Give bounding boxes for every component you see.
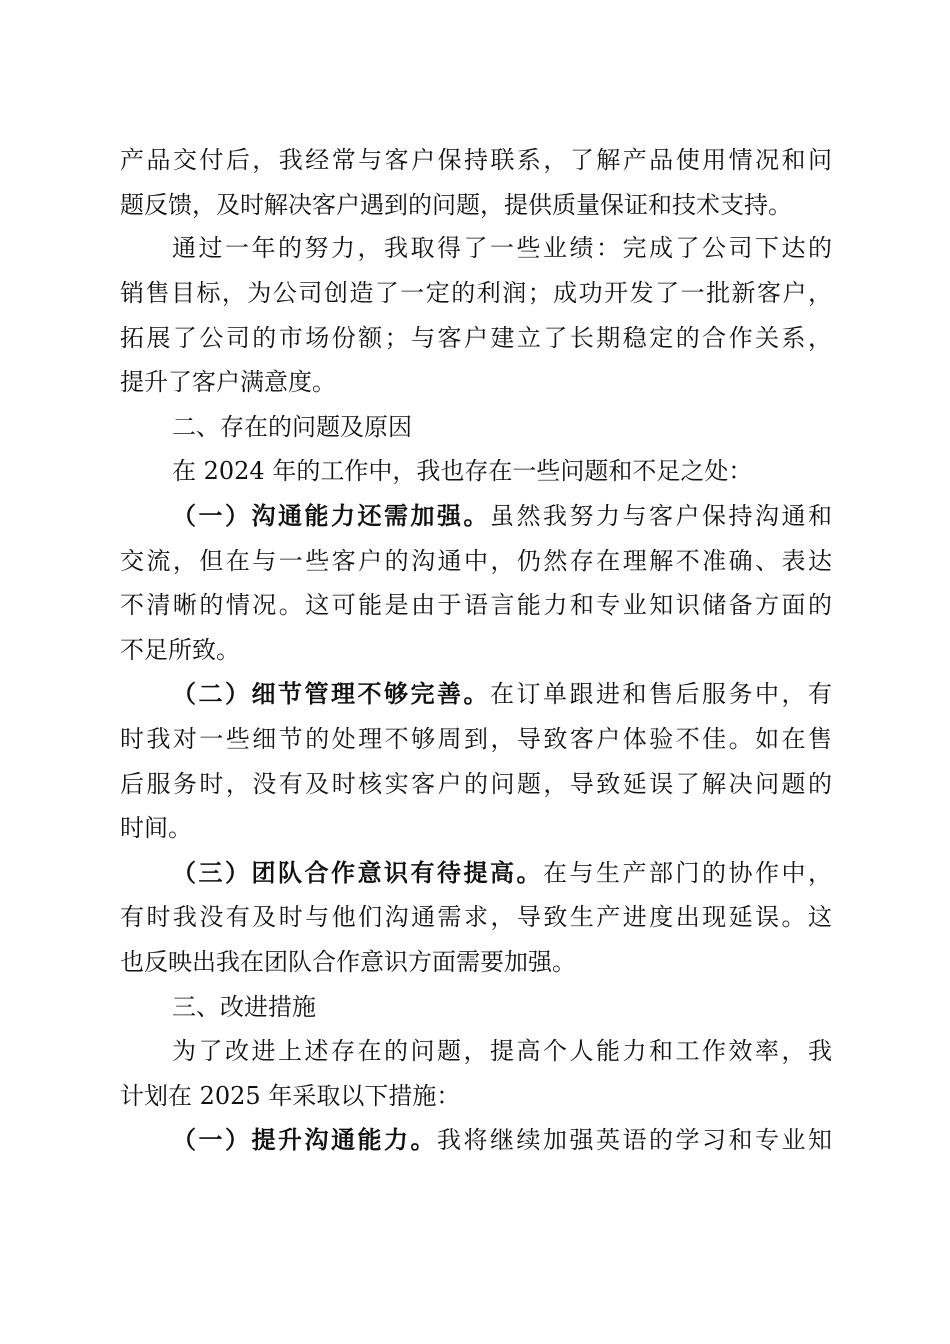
- paragraph-line: 时我对一些细节的处理不够周到，导致客户体验不佳。如在售: [120, 725, 832, 753]
- paragraph-text: 在订单跟进和售后服务中，有: [490, 680, 832, 708]
- subsection-title: （一）提升沟通能力。: [172, 1125, 437, 1154]
- paragraph-text: 虽然我努力与客户保持沟通和: [490, 502, 832, 530]
- paragraph-line: 产品交付后，我经常与客户保持联系，了解产品使用情况和问: [120, 146, 832, 174]
- subsection-title: （三）团队合作意识有待提高。: [172, 858, 543, 887]
- section-heading: 三、改进措施: [172, 993, 316, 1021]
- subsection-title: （一）沟通能力还需加强。: [172, 501, 490, 530]
- paragraph-text: 在与生产部门的协作中，: [543, 859, 832, 887]
- subsection-title: （二）细节管理不够完善。: [172, 679, 490, 708]
- paragraph-line: 为了改进上述存在的问题，提高个人能力和工作效率，我: [172, 1037, 832, 1065]
- paragraph-line: 通过一年的努力，我取得了一些业绩：完成了公司下达的: [172, 234, 832, 262]
- paragraph-line: 在 2024 年的工作中，我也存在一些问题和不足之处：: [172, 457, 753, 485]
- paragraph-line: 交流，但在与一些客户的沟通中，仍然存在理解不准确、表达: [120, 547, 832, 575]
- paragraph-text: 我将继续加强英语的学习和专业知: [437, 1126, 832, 1154]
- paragraph-line: 也反映出我在团队合作意识方面需要加强。: [120, 948, 576, 976]
- paragraph-line: 时间。: [120, 814, 192, 842]
- paragraph-line: 销售目标，为公司创造了一定的利润；成功开发了一批新客户，: [120, 279, 832, 307]
- paragraph-line: 题反馈，及时解决客户遇到的问题，提供质量保证和技术支持。: [120, 191, 792, 219]
- paragraph-line: [172, 679, 832, 709]
- paragraph-line: 提升了客户满意度。: [120, 368, 336, 396]
- paragraph-line: 计划在 2025 年采取以下措施：: [120, 1082, 461, 1110]
- paragraph-line: 有时我没有及时与他们沟通需求，导致生产进度出现延误。这: [120, 903, 832, 931]
- paragraph-line: [172, 858, 832, 888]
- paragraph-line: 不清晰的情况。这可能是由于语言能力和专业知识储备方面的: [120, 591, 832, 619]
- paragraph-line: 不足所致。: [120, 636, 240, 664]
- paragraph-line: [172, 501, 832, 531]
- paragraph-line: [172, 1125, 832, 1155]
- paragraph-line: 拓展了公司的市场份额；与客户建立了长期稳定的合作关系，: [120, 324, 832, 352]
- section-heading: 二、存在的问题及原因: [172, 413, 412, 441]
- paragraph-line: 后服务时，没有及时核实客户的问题，导致延误了解决问题的: [120, 770, 832, 798]
